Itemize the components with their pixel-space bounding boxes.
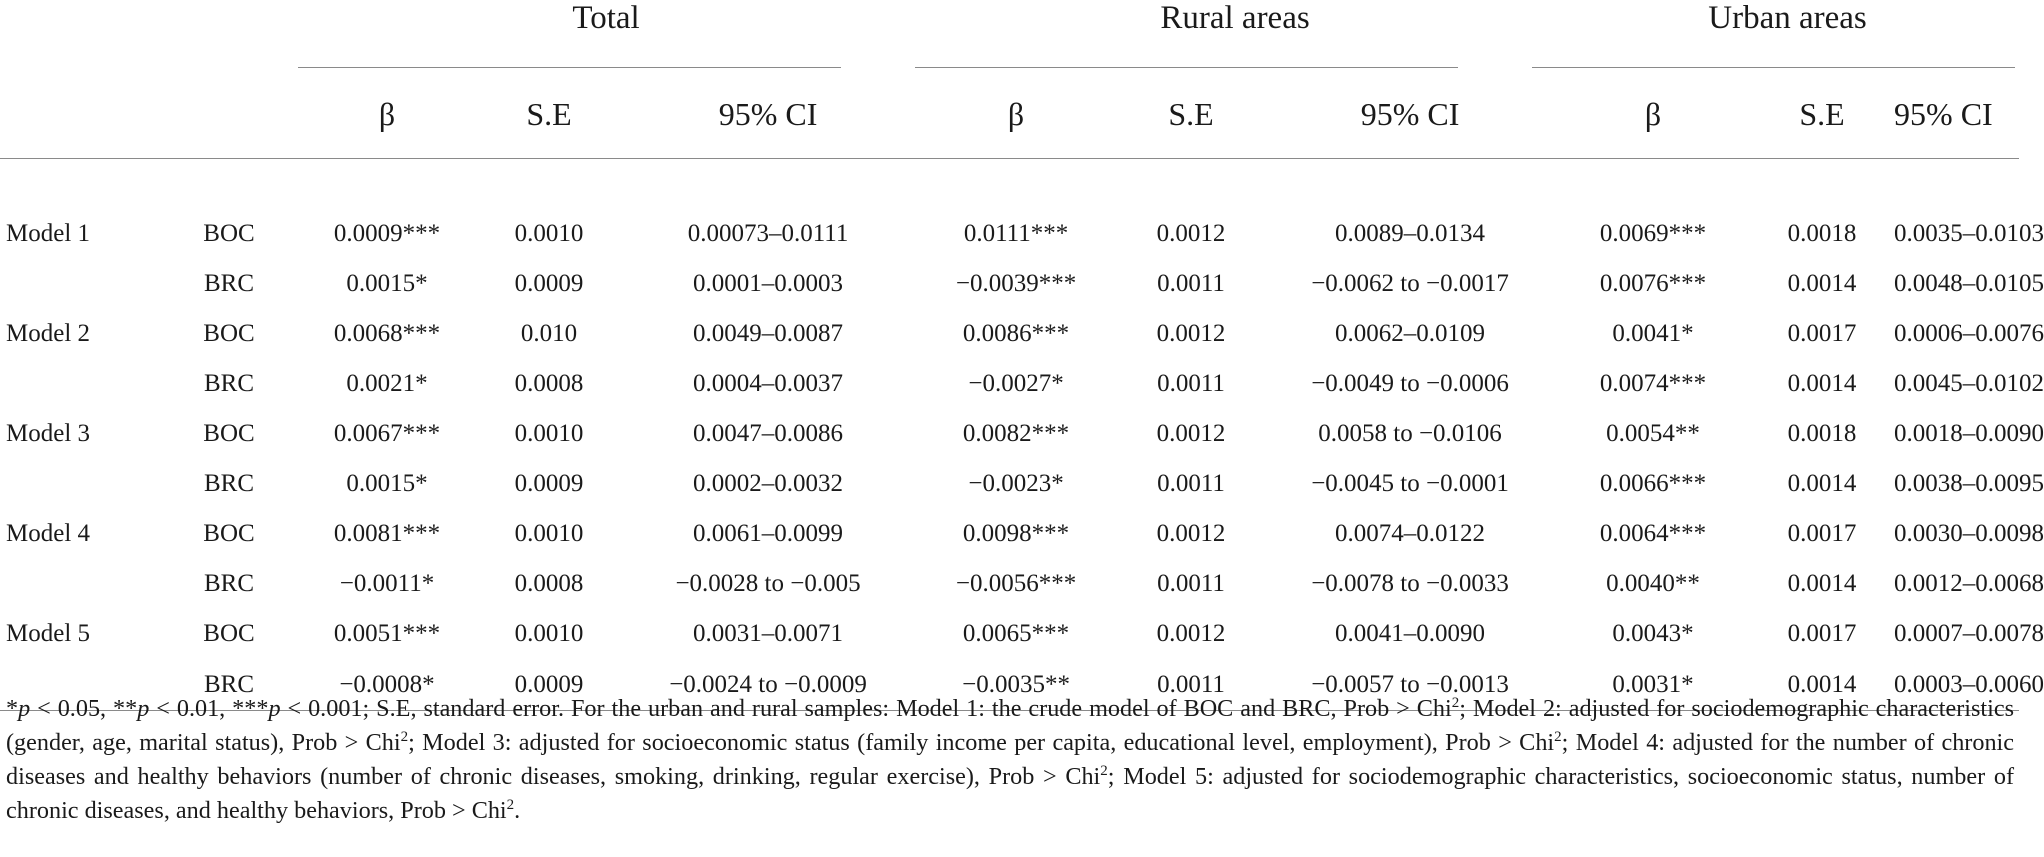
row-variable-label: BOC	[203, 220, 255, 247]
cell-se: 0.0017	[1787, 620, 1857, 647]
cell-se: 0.0010	[514, 420, 584, 447]
cell-ci: 0.0018–0.0090	[1894, 420, 2044, 447]
cell-se: 0.0014	[1787, 470, 1857, 497]
cell-beta: 0.0051***	[333, 620, 441, 647]
cell-se: 0.0014	[1787, 570, 1857, 597]
cell-se: 0.0014	[1750, 659, 1894, 711]
cell-beta: 0.0074***	[1599, 370, 1707, 397]
footnote-superscript: 2	[1451, 694, 1460, 711]
cell-se: 0.0009	[514, 470, 584, 497]
row-variable-label: BRC	[160, 659, 298, 711]
cell-ci: −0.0028 to −0.005	[675, 570, 861, 597]
cell-ci: 0.0004–0.0037	[693, 370, 844, 397]
col-header-beta: β	[298, 70, 476, 159]
table-body	[0, 159, 2044, 711]
cell-ci: 0.0041–0.0090	[1335, 620, 1486, 647]
cell-ci: 0.0048–0.0105	[1894, 270, 2044, 297]
table-row	[0, 509, 2019, 559]
row-model-label	[0, 559, 160, 609]
cell-beta: 0.0066***	[1599, 470, 1707, 497]
group-rule-total	[298, 67, 841, 68]
cell-ci: 0.0035–0.0103	[1894, 220, 2044, 247]
cell-ci: 0.0062–0.0109	[1335, 320, 1486, 347]
row-model-label: Model 2	[6, 320, 91, 347]
footnote-text: ; Model 3: adjusted for socioeconomic status (family income per capita, educational level, employment), Prob > Chi	[408, 729, 1555, 756]
cell-se: 0.0011	[1118, 659, 1264, 711]
cell-se: 0.0014	[1787, 370, 1857, 397]
cell-ci: 0.0045–0.0102	[1894, 370, 2044, 397]
cell-se: 0.0012	[1156, 220, 1226, 247]
cell-se: 0.0010	[514, 520, 584, 547]
cell-beta: −0.0008*	[298, 659, 476, 711]
cell-se: 0.0009	[476, 659, 622, 711]
footnote-p: p	[137, 695, 150, 722]
cell-ci: 0.0031–0.0071	[693, 620, 844, 647]
cell-se: 0.0010	[514, 220, 584, 247]
group-header-total: Total	[572, 0, 640, 36]
cell-se: 0.0012	[1156, 520, 1226, 547]
table-row	[0, 409, 2019, 459]
footnote-text: < 0.001; S.E, standard error. For the urban and rural samples: Model 1: the crude model of BOC and BRC, Prob > Chi	[280, 695, 1452, 722]
cell-ci: −0.0049 to −0.0006	[1311, 370, 1509, 397]
row-variable-label: BOC	[203, 620, 255, 647]
col-header-beta: β	[1556, 70, 1750, 159]
group-header-row	[0, 0, 2019, 40]
cell-ci: 0.0074–0.0122	[1335, 520, 1486, 547]
cell-ci: 0.0038–0.0095	[1894, 470, 2044, 497]
cell-beta: 0.0067***	[333, 420, 441, 447]
footnote-text: ; Model 2: adjusted for sociodemographic characteristics (gender, age, marital status), Prob > Chi	[6, 695, 2014, 756]
cell-beta: 0.0082***	[962, 420, 1070, 447]
footnote-superscript: 2	[1100, 762, 1108, 779]
cell-beta: 0.0031*	[1556, 659, 1750, 711]
cell-beta: 0.0068***	[333, 320, 441, 347]
footnote-superscript: 2	[1554, 728, 1562, 745]
col-header-ci: 95% CI	[1894, 70, 2019, 159]
col-header-se: S.E	[1750, 70, 1894, 159]
cell-beta: 0.0021*	[346, 370, 428, 397]
footnote-p: p	[18, 695, 31, 722]
cell-beta: 0.0015*	[346, 270, 428, 297]
subheader-row	[0, 70, 2019, 159]
cell-se: 0.0011	[1157, 570, 1225, 597]
cell-ci: 0.0058 to −0.0106	[1318, 420, 1502, 447]
footnote-sig: *	[6, 695, 19, 722]
col-header-ci: 95% CI	[1264, 70, 1556, 159]
cell-se: 0.0012	[1156, 320, 1226, 347]
cell-beta: 0.0111***	[963, 220, 1069, 247]
group-header-rural: Rural areas	[1160, 0, 1310, 36]
cell-beta: −0.0056***	[955, 570, 1077, 597]
cell-beta: 0.0081***	[333, 520, 441, 547]
row-variable-label: BRC	[203, 370, 255, 397]
table-row	[0, 359, 2019, 409]
table-row	[0, 459, 2019, 509]
cell-beta: −0.0039***	[955, 270, 1077, 297]
cell-beta: 0.0069***	[1599, 220, 1707, 247]
row-model-label: Model 4	[6, 520, 91, 547]
table-row	[0, 259, 2019, 309]
cell-se: 0.0018	[1787, 220, 1857, 247]
cell-se: 0.0017	[1787, 520, 1857, 547]
cell-ci: 0.0061–0.0099	[693, 520, 844, 547]
row-variable-label: BRC	[203, 270, 255, 297]
cell-beta: 0.0041*	[1612, 320, 1694, 347]
cell-se: 0.0012	[1156, 620, 1226, 647]
group-rule-urban	[1532, 67, 2015, 68]
cell-ci: 0.0002–0.0032	[693, 470, 844, 497]
cell-beta: 0.0076***	[1599, 270, 1707, 297]
row-model-label: Model 5	[6, 620, 91, 647]
table-row	[0, 209, 2019, 259]
table-row	[0, 309, 2019, 359]
col-header-ci: 95% CI	[622, 70, 914, 159]
cell-se: 0.0010	[514, 620, 584, 647]
cell-beta: 0.0086***	[962, 320, 1070, 347]
row-variable-label: BRC	[203, 470, 255, 497]
col-header-beta: β	[914, 70, 1118, 159]
group-header-urban: Urban areas	[1708, 0, 1867, 36]
cell-ci: 0.0047–0.0086	[693, 420, 844, 447]
cell-beta: 0.0043*	[1612, 620, 1694, 647]
footnote-text: .	[514, 797, 521, 824]
cell-ci: −0.0045 to −0.0001	[1311, 470, 1509, 497]
cell-beta: 0.0065***	[962, 620, 1070, 647]
cell-beta: −0.0023*	[968, 470, 1064, 497]
col-header-se: S.E	[1118, 70, 1264, 159]
cell-ci: 0.0012–0.0068	[1894, 570, 2044, 597]
row-variable-label: BOC	[203, 520, 255, 547]
cell-se: 0.0008	[514, 570, 584, 597]
table-row	[0, 559, 2019, 609]
row-model-label	[0, 259, 160, 309]
cell-beta: −0.0027*	[968, 370, 1064, 397]
footnote-superscript: 2	[400, 728, 409, 745]
cell-se: 0.0017	[1787, 320, 1857, 347]
cell-ci: 0.0030–0.0098	[1894, 520, 2044, 547]
cell-beta: 0.0064***	[1599, 520, 1707, 547]
row-model-label	[0, 359, 160, 409]
table-row	[0, 609, 2019, 659]
group-rule-rural	[915, 67, 1458, 68]
cell-se: 0.0018	[1787, 420, 1857, 447]
cell-beta: 0.0009***	[333, 220, 441, 247]
col-header-se: S.E	[476, 70, 622, 159]
row-variable-label: BRC	[203, 570, 255, 597]
cell-se: 0.0009	[514, 270, 584, 297]
footnote-p: p	[268, 695, 281, 722]
cell-ci: 0.0001–0.0003	[693, 270, 844, 297]
cell-se: 0.010	[520, 320, 578, 347]
cell-se: 0.0008	[514, 370, 584, 397]
row-variable-label: BOC	[203, 420, 255, 447]
cell-beta: 0.0098***	[962, 520, 1070, 547]
row-model-label: Model 1	[6, 220, 91, 247]
row-model-label: Model 3	[6, 420, 91, 447]
cell-ci: −0.0062 to −0.0017	[1311, 270, 1509, 297]
footnote-text: ; Model 5: adjusted for sociodemographic characteristics, socioeconomic status, number of chronic diseases, and healthy behaviors, Prob > Chi	[6, 763, 2015, 824]
cell-ci: 0.0006–0.0076	[1894, 320, 2044, 347]
cell-beta: 0.0040**	[1606, 570, 1700, 597]
group-rule-row	[0, 40, 2019, 70]
cell-ci: 0.0007–0.0078	[1894, 620, 2044, 647]
cell-beta: −0.0011*	[339, 570, 435, 597]
cell-se: 0.0014	[1787, 270, 1857, 297]
footnote-text: < 0.05, **	[30, 695, 138, 722]
footnote-text: ; Model 4: adjusted for the number of chronic diseases and healthy behaviors (number of chronic diseases, smoking, drinking, regular exercise), Prob > Chi	[6, 729, 2014, 790]
cell-ci: −0.0024 to −0.0009	[622, 659, 914, 711]
row-variable-label: BOC	[203, 320, 255, 347]
cell-beta: −0.0035**	[914, 659, 1118, 711]
cell-beta: 0.0015*	[346, 470, 428, 497]
cell-se: 0.0011	[1157, 370, 1225, 397]
cell-ci: 0.00073–0.0111	[687, 220, 849, 247]
cell-se: 0.0012	[1156, 420, 1226, 447]
cell-ci: −0.0057 to −0.0013	[1264, 659, 1556, 711]
footnote-text: < 0.01, ***	[149, 695, 269, 722]
cell-se: 0.0011	[1157, 470, 1225, 497]
cell-ci: −0.0078 to −0.0033	[1311, 570, 1509, 597]
cell-beta: 0.0054**	[1606, 420, 1700, 447]
cell-ci: 0.0049–0.0087	[693, 320, 844, 347]
cell-ci: 0.0089–0.0134	[1335, 220, 1486, 247]
cell-se: 0.0011	[1157, 270, 1225, 297]
footnote-superscript: 2	[506, 796, 515, 813]
table-footnote	[6, 692, 2014, 828]
cell-ci: 0.0003–0.0060	[1894, 659, 2019, 711]
row-model-label	[0, 459, 160, 509]
